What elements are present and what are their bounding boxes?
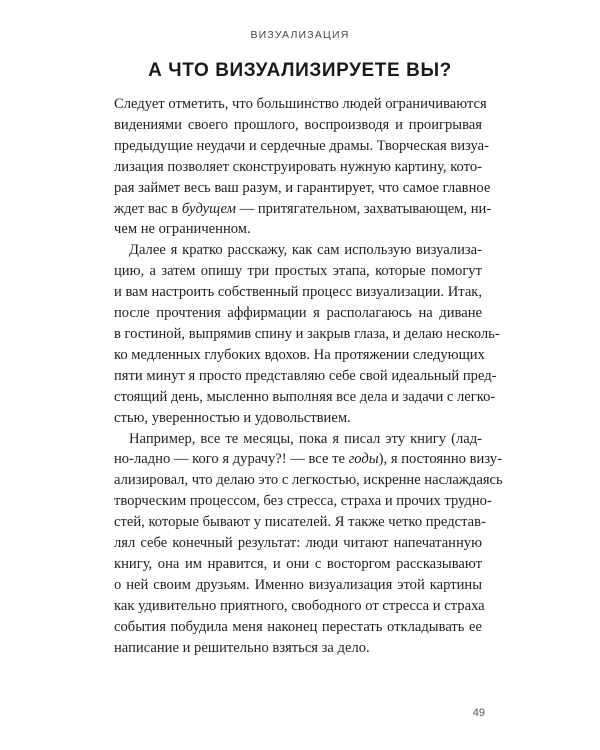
text-run: стью, уверенностью и удовольствием. (114, 409, 351, 426)
text-run: Например, все те месяцы, пока я писал эту книгу (лад- (129, 430, 482, 447)
text-run: пяти минут я просто представляю себе свой идеальный пред- (114, 367, 497, 384)
text-line (114, 240, 482, 261)
text-run: написание и решительно взяться за дело. (114, 639, 370, 656)
text-run: лизация позволяет сконструировать нужную картину, кото- (114, 158, 482, 175)
text-run: в гостиной, выпрямив спину и закрыв глаза, и делаю несколь- (114, 325, 500, 342)
text-line (114, 429, 482, 450)
text-line (114, 219, 482, 240)
text-run: ), я постоянно визу- (378, 451, 502, 468)
text-line (114, 470, 503, 491)
text-run: как удивительно приятного, свободного от стресса и страха (114, 597, 485, 614)
text-line (114, 157, 482, 178)
text-line (114, 282, 482, 303)
text-run: и вам настроить собственный процесс визуализации. Итак, (114, 284, 483, 301)
text-run: ждет вас в (114, 200, 182, 217)
text-run: события побудила меня наконец перестать откладывать ее (114, 618, 482, 635)
text-run: ко медленных глубоких вдохов. На протяжении следующих (114, 346, 485, 363)
text-run: стоящий день, мысленно выполняя все дела и задачи с легко- (114, 388, 496, 405)
text-run: Далее я кратко расскажу, как сам использую визуализа- (129, 242, 482, 259)
text-run: ализировал, что делаю это с легкостью, искренне наслаждаясь (114, 472, 503, 489)
italic-emphasis: годы (348, 451, 379, 468)
text-run: стей, которые бывают у писателей. Я также четко представ- (114, 514, 486, 531)
italic-emphasis: будущем (181, 200, 236, 217)
text-run: но-ладно — кого я дурачу?! — все те (114, 451, 349, 468)
text-line (114, 136, 489, 157)
text-run: лял себе конечный результат: люди читают напечатанную (114, 535, 482, 552)
text-run: видениями своего прошлого, воспроизводя и проигрывая (114, 116, 482, 133)
text-line (114, 575, 482, 596)
text-run: предыдущие неудачи и сердечные драмы. Творческая визуа- (114, 137, 489, 154)
text-line (114, 554, 482, 575)
text-run: творческим процессом, без стресса, страха и прочих трудно- (114, 493, 492, 510)
text-line (114, 491, 492, 512)
text-run: книгу, она им нравится, и они с восторгом рассказывают (114, 555, 482, 572)
text-line (114, 261, 482, 282)
running-head: ВИЗУАЛИЗАЦИЯ (250, 29, 350, 41)
text-run: — притягательном, захватывающем, ни- (235, 200, 492, 217)
text-line (114, 408, 482, 429)
text-line (114, 387, 496, 408)
text-line (114, 533, 482, 554)
text-run: Следует отметить, что большинство людей ограничиваются (114, 96, 487, 112)
text-line (114, 449, 502, 470)
text-line (114, 303, 482, 324)
text-line (114, 617, 482, 638)
text-line (114, 178, 491, 199)
text-run: цию, а затем опишу три простых этапа, которые помогут (114, 263, 482, 280)
text-run: о ней своим друзьям. Именно визуализация этой картины (114, 576, 482, 593)
text-line (114, 512, 486, 533)
text-line (114, 596, 485, 617)
text-run: после прочтения аффирмации я располагаюсь на диване (114, 305, 482, 322)
text-line (114, 638, 482, 659)
page-number: 49 (472, 707, 485, 719)
text-line (114, 199, 492, 220)
text-line (114, 324, 500, 345)
text-run: чем не ограниченном. (114, 221, 251, 238)
text-run: рая займет весь ваш разум, и гарантирует, что самое главное (114, 179, 491, 196)
text-line (114, 345, 485, 366)
chapter-title: А ЧТО ВИЗУАЛИЗИРУЕТЕ ВЫ? (148, 60, 452, 81)
body-text (114, 94, 503, 658)
paragraph (114, 240, 500, 428)
text-line (114, 115, 482, 136)
paragraph (114, 94, 492, 240)
paragraph (114, 429, 503, 659)
text-line (114, 366, 497, 387)
text-line (114, 94, 487, 115)
